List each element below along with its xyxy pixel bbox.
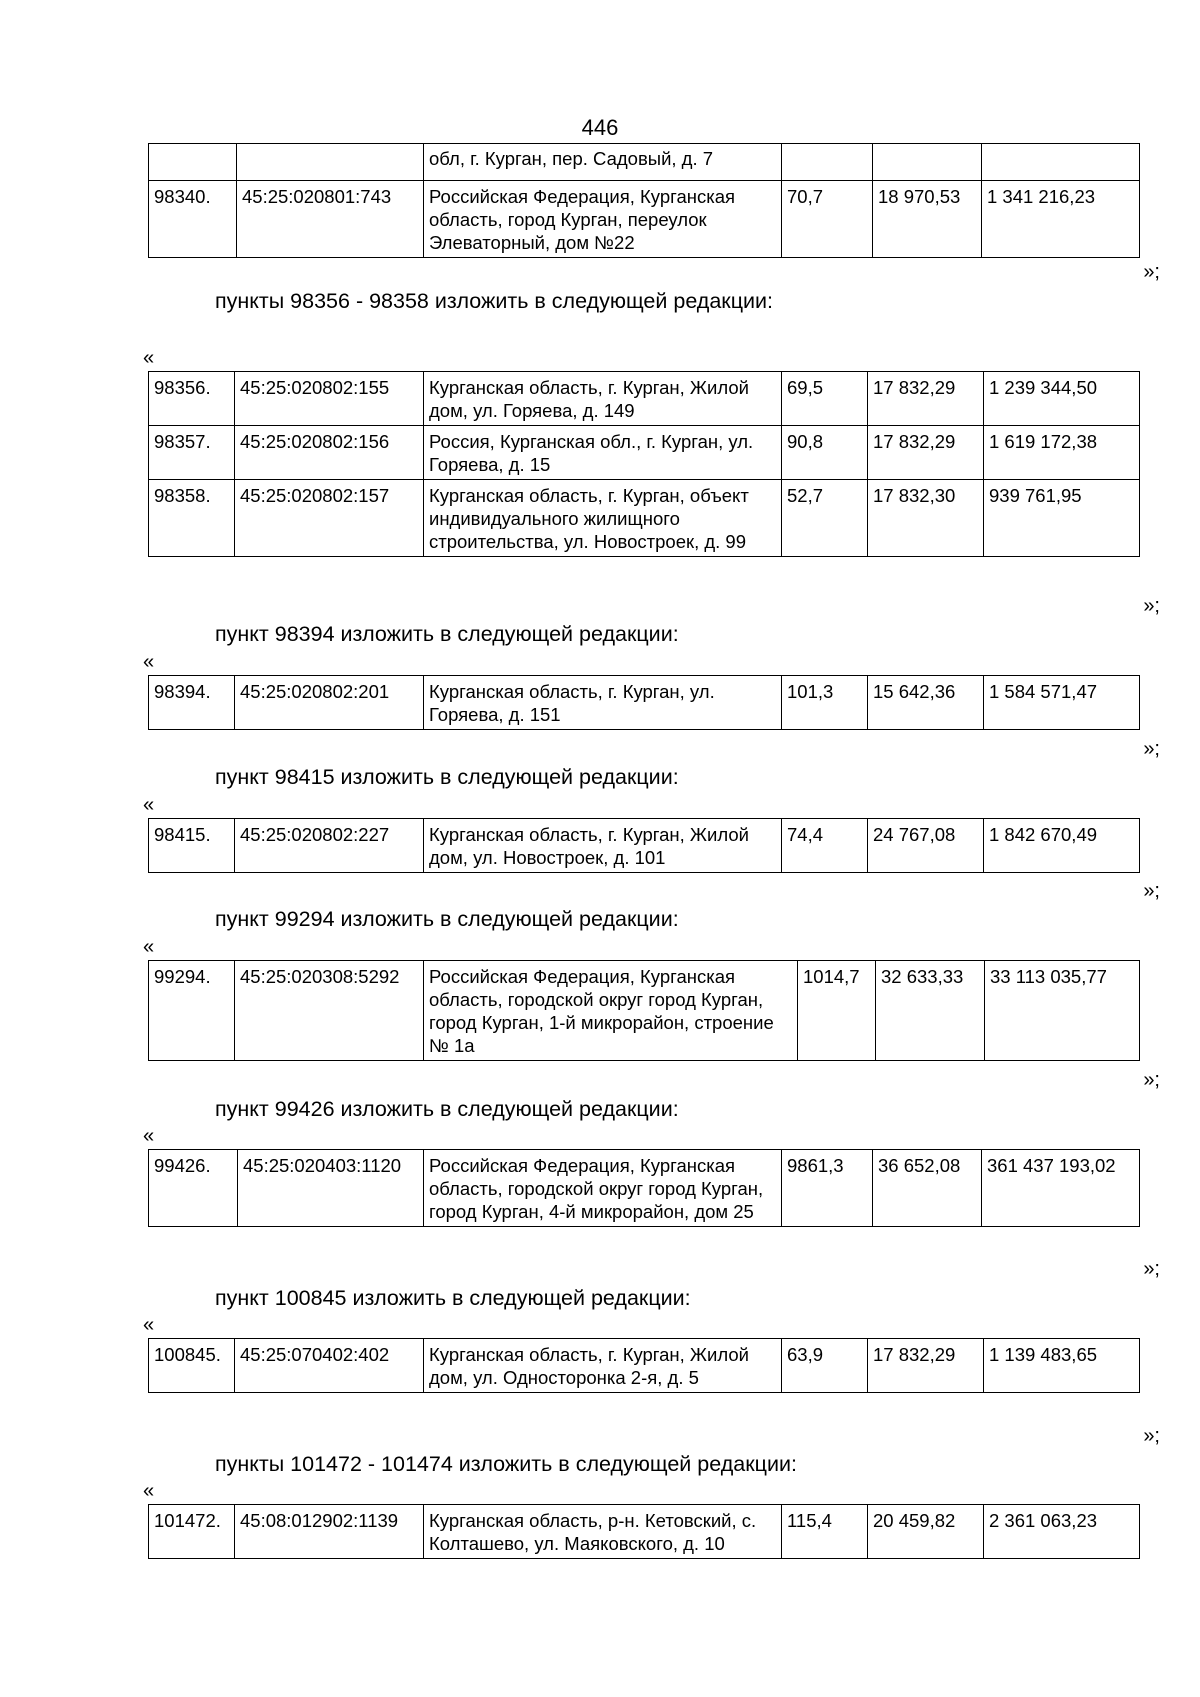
cell-area: 101,3 — [782, 676, 868, 730]
cell-area: 69,5 — [782, 372, 868, 426]
cell-cadastral-number: 45:25:020802:156 — [235, 426, 424, 480]
cell-cadastral-number: 45:25:020308:5292 — [235, 961, 424, 1061]
cell-cadastral-number: 45:25:020802:227 — [235, 819, 424, 873]
cell-cadastral-number: 45:25:020802:201 — [235, 676, 424, 730]
closing-quote: »; — [1143, 880, 1160, 902]
cell-number: 98340. — [149, 181, 237, 258]
cell-cadastral-value: 33 113 035,77 — [985, 961, 1140, 1061]
cell-cadastral-number: 45:25:020802:157 — [235, 480, 424, 557]
cell-specific-value: 20 459,82 — [868, 1505, 984, 1559]
closing-quote: »; — [1143, 595, 1160, 617]
cell-specific-value — [873, 144, 982, 181]
cell-cadastral-value: 1 619 172,38 — [984, 426, 1140, 480]
registry-table — [148, 818, 1140, 873]
closing-quote: »; — [1143, 1425, 1160, 1447]
table-row — [149, 181, 1140, 258]
cell-specific-value: 32 633,33 — [876, 961, 985, 1061]
cell-area: 90,8 — [782, 426, 868, 480]
section-heading: пункт 100845 изложить в следующей редакции: — [215, 1286, 691, 1310]
section-heading: пункт 99294 изложить в следующей редакции: — [215, 907, 679, 931]
table-row — [149, 480, 1140, 557]
table-row — [149, 1505, 1140, 1559]
cell-cadastral-number: 45:08:012902:1139 — [235, 1505, 424, 1559]
cell-area: 115,4 — [782, 1505, 868, 1559]
cell-area: 63,9 — [782, 1339, 868, 1393]
cell-number: 99294. — [149, 961, 235, 1061]
section-heading: пункты 101472 - 101474 изложить в следующей редакции: — [215, 1452, 797, 1476]
page-number: 446 — [581, 115, 619, 140]
cell-number: 98357. — [149, 426, 235, 480]
cell-address: Курганская область, г. Курган, ул. Горяева, д. 151 — [424, 676, 782, 730]
cell-number: 98358. — [149, 480, 235, 557]
cell-address: Курганская область, г. Курган, Жилой дом, ул. Односторонка 2-я, д. 5 — [424, 1339, 782, 1393]
cell-cadastral-number — [237, 144, 424, 181]
opening-quote: « — [143, 1314, 155, 1336]
cell-number: 98415. — [149, 819, 235, 873]
opening-quote: « — [143, 1125, 155, 1147]
cell-cadastral-value: 1 239 344,50 — [984, 372, 1140, 426]
cell-specific-value: 17 832,29 — [868, 372, 984, 426]
cell-number: 98356. — [149, 372, 235, 426]
cell-cadastral-value — [982, 144, 1140, 181]
cell-cadastral-value: 2 361 063,23 — [984, 1505, 1140, 1559]
cell-cadastral-value: 1 584 571,47 — [984, 676, 1140, 730]
cell-area: 70,7 — [782, 181, 873, 258]
cell-specific-value: 15 642,36 — [868, 676, 984, 730]
closing-quote: »; — [1143, 1258, 1160, 1280]
section-heading: пункт 99426 изложить в следующей редакции: — [215, 1097, 679, 1121]
cell-cadastral-value: 1 341 216,23 — [982, 181, 1140, 258]
cell-address: Курганская область, г. Курган, Жилой дом, ул. Новостроек, д. 101 — [424, 819, 782, 873]
cell-specific-value: 24 767,08 — [868, 819, 984, 873]
table-row — [149, 1150, 1140, 1227]
cell-cadastral-number: 45:25:020403:1120 — [238, 1150, 424, 1227]
closing-quote: »; — [1143, 1069, 1160, 1091]
cell-cadastral-number: 45:25:020801:743 — [237, 181, 424, 258]
section-heading: пункт 98415 изложить в следующей редакции: — [215, 765, 679, 789]
cell-cadastral-number: 45:25:020802:155 — [235, 372, 424, 426]
opening-quote: « — [143, 347, 155, 369]
cell-specific-value: 17 832,29 — [868, 426, 984, 480]
cell-area — [782, 144, 873, 181]
section-heading: пункт 98394 изложить в следующей редакции: — [215, 622, 679, 646]
table-row — [149, 426, 1140, 480]
cell-address: обл, г. Курган, пер. Садовый, д. 7 — [424, 144, 782, 181]
cell-cadastral-value: 939 761,95 — [984, 480, 1140, 557]
registry-table — [148, 371, 1140, 557]
cell-area: 52,7 — [782, 480, 868, 557]
section-heading: пункты 98356 - 98358 изложить в следующей редакции: — [215, 289, 774, 313]
cell-cadastral-value: 1 842 670,49 — [984, 819, 1140, 873]
table-row — [149, 144, 1140, 181]
opening-quote: « — [143, 651, 155, 673]
cell-address: Россия, Курганская обл., г. Курган, ул. Горяева, д. 15 — [424, 426, 782, 480]
registry-table — [148, 1338, 1140, 1393]
cell-cadastral-value: 1 139 483,65 — [984, 1339, 1140, 1393]
table-row — [149, 1339, 1140, 1393]
cell-cadastral-value: 361 437 193,02 — [982, 1150, 1140, 1227]
cell-specific-value: 18 970,53 — [873, 181, 982, 258]
registry-table — [148, 675, 1140, 730]
cell-specific-value: 36 652,08 — [873, 1150, 982, 1227]
cell-specific-value: 17 832,30 — [868, 480, 984, 557]
cell-address: Российская Федерация, Курганская область, городской округ город Курган, город Курган, 1-й микрорайон, строение № 1а — [424, 961, 798, 1061]
table-row — [149, 372, 1140, 426]
cell-address: Российская Федерация, Курганская область, городской округ город Курган, город Курган, 4-й микрорайон, дом 25 — [424, 1150, 782, 1227]
opening-quote: « — [143, 936, 155, 958]
cell-area: 1014,7 — [798, 961, 876, 1061]
registry-table — [148, 1149, 1140, 1227]
opening-quote: « — [143, 794, 155, 816]
cell-area: 74,4 — [782, 819, 868, 873]
registry-table — [148, 1504, 1140, 1559]
cell-number — [149, 144, 237, 181]
table-row — [149, 819, 1140, 873]
cell-address: Курганская область, р-н. Кетовский, с. Колташево, ул. Маяковского, д. 10 — [424, 1505, 782, 1559]
cell-address: Курганская область, г. Курган, Жилой дом, ул. Горяева, д. 149 — [424, 372, 782, 426]
opening-quote: « — [143, 1480, 155, 1502]
cell-area: 9861,3 — [782, 1150, 873, 1227]
closing-quote: »; — [1143, 261, 1160, 283]
cell-number: 101472. — [149, 1505, 235, 1559]
cell-address: Курганская область, г. Курган, объект индивидуального жилищного строительства, ул. Новостроек, д. 99 — [424, 480, 782, 557]
table-row — [149, 676, 1140, 730]
cell-number: 98394. — [149, 676, 235, 730]
cell-number: 99426. — [149, 1150, 238, 1227]
cell-address: Российская Федерация, Курганская область, город Курган, переулок Элеваторный, дом №22 — [424, 181, 782, 258]
registry-table — [148, 143, 1140, 258]
cell-number: 100845. — [149, 1339, 235, 1393]
closing-quote: »; — [1143, 738, 1160, 760]
cell-specific-value: 17 832,29 — [868, 1339, 984, 1393]
registry-table — [148, 960, 1140, 1061]
cell-cadastral-number: 45:25:070402:402 — [235, 1339, 424, 1393]
table-row — [149, 961, 1140, 1061]
